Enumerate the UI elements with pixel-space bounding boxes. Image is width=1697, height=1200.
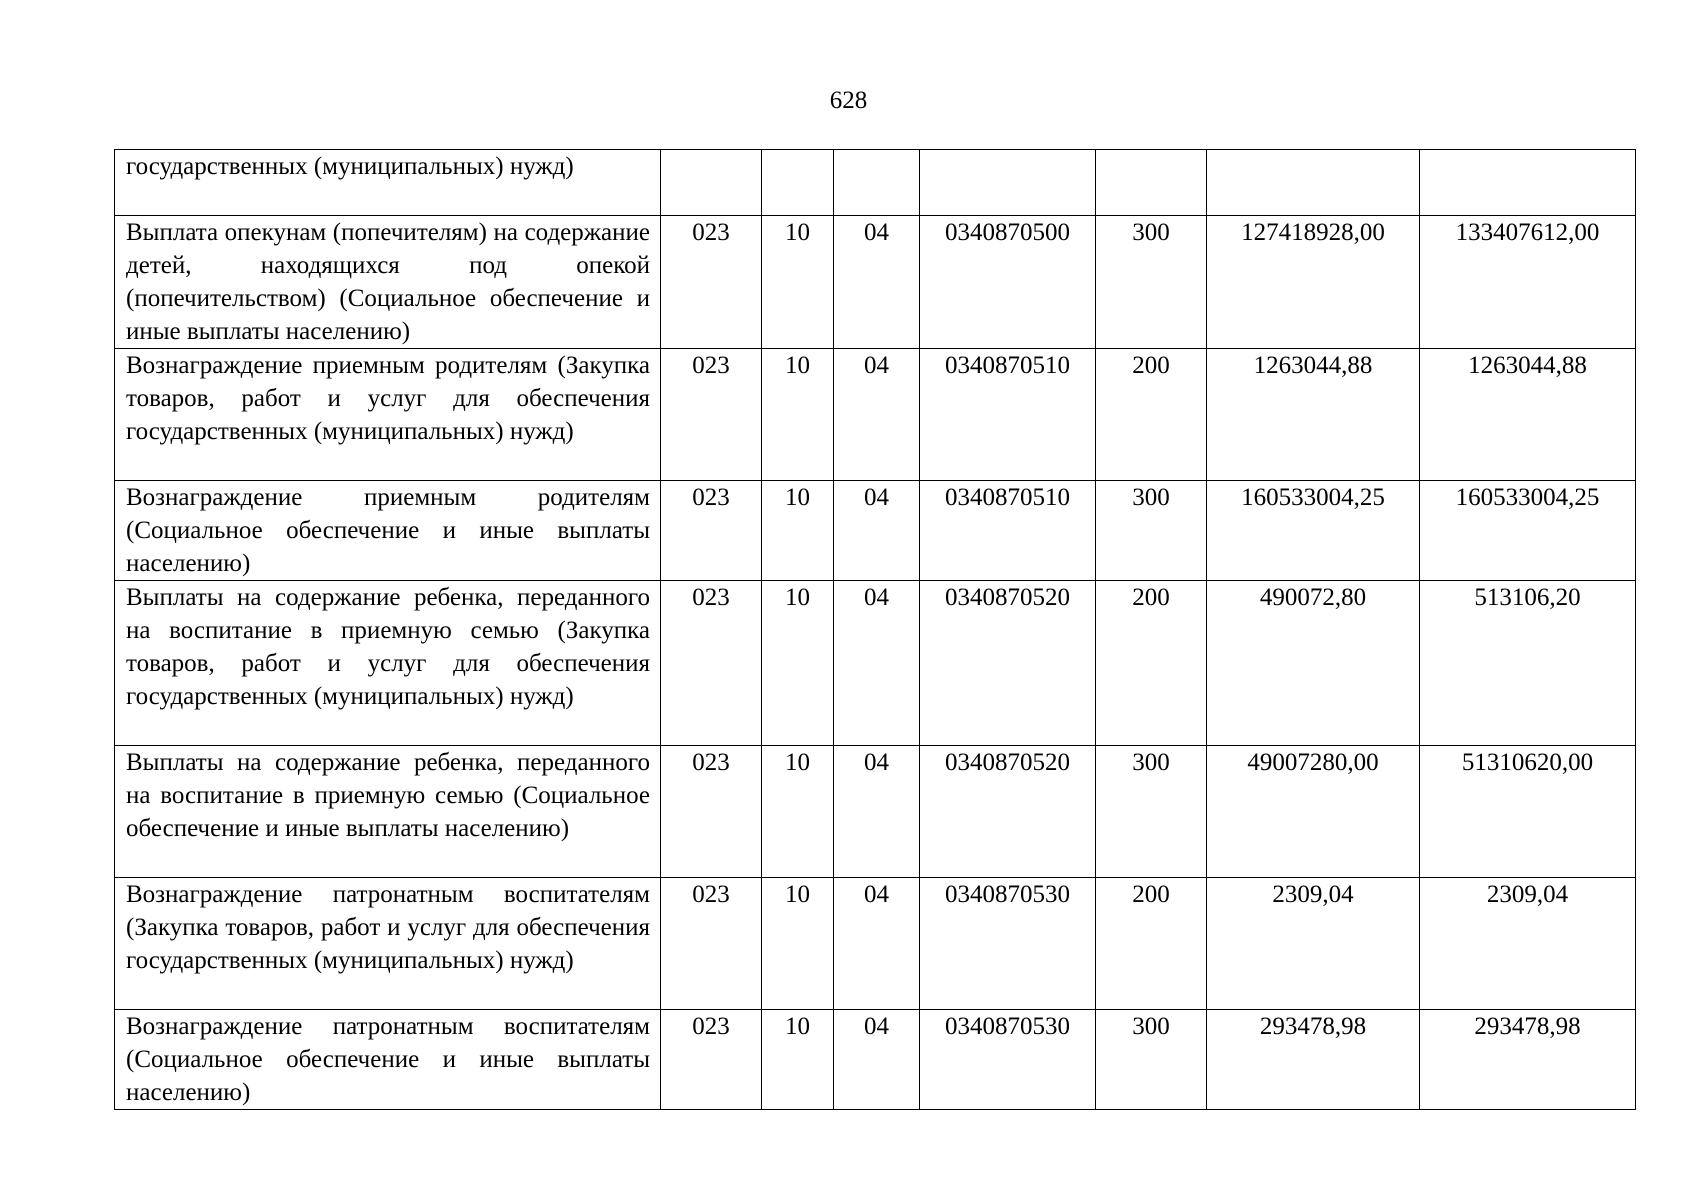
row-description: государственных (муниципальных) нужд) [126,153,574,180]
row-description-cell [115,349,661,481]
expense-type-code: 300 [1096,216,1207,349]
amount-second-year: 133407612,00 [1420,216,1636,349]
amount-second-year: 160533004,25 [1420,481,1636,581]
row-description-cell [115,150,661,216]
subsection-code: 04 [834,1010,920,1110]
subsection-code: 04 [834,746,920,878]
expense-type-code: 200 [1096,581,1207,746]
ministry-code: 023 [661,216,762,349]
table-row [115,349,1636,481]
section-code: 10 [762,878,834,1010]
amount-second-year: 51310620,00 [1420,746,1636,878]
row-description: Вознаграждение приемным родителям (Социальное обеспечение и иные выплаты населению) [126,484,650,577]
target-article-code: 0340870500 [920,216,1096,349]
expense-type-code [1096,150,1207,216]
target-article-code: 0340870520 [920,581,1096,746]
expense-type-code: 300 [1096,1010,1207,1110]
row-description: Выплата опекунам (попечителям) на содержание детей, находящихся под опекой (попечительством) (Социальное обеспечение и иные выплаты населению) [126,219,650,345]
expense-type-code: 200 [1096,878,1207,1010]
table-row [115,878,1636,1010]
section-code: 10 [762,1010,834,1110]
row-description-cell [115,216,661,349]
table-row [115,1010,1636,1110]
subsection-code: 04 [834,349,920,481]
section-code: 10 [762,349,834,481]
amount-second-year [1420,150,1636,216]
amount-second-year: 513106,20 [1420,581,1636,746]
amount-first-year: 127418928,00 [1207,216,1420,349]
section-code: 10 [762,581,834,746]
amount-second-year: 2309,04 [1420,878,1636,1010]
expense-type-code: 300 [1096,481,1207,581]
subsection-code: 04 [834,878,920,1010]
ministry-code: 023 [661,349,762,481]
table-row [115,481,1636,581]
subsection-code: 04 [834,481,920,581]
table-row [115,150,1636,216]
amount-first-year: 2309,04 [1207,878,1420,1010]
row-description-cell [115,1010,661,1110]
expense-type-code: 200 [1096,349,1207,481]
amount-first-year: 1263044,88 [1207,349,1420,481]
target-article-code: 0340870530 [920,878,1096,1010]
amount-first-year: 49007280,00 [1207,746,1420,878]
amount-first-year: 490072,80 [1207,581,1420,746]
table-row [115,581,1636,746]
ministry-code: 023 [661,878,762,1010]
row-description: Выплаты на содержание ребенка, переданного на воспитание в приемную семью (Социальное обеспечение и иные выплаты населению) [126,749,650,842]
row-description-cell [115,878,661,1010]
table-row [115,216,1636,349]
row-description-cell [115,581,661,746]
target-article-code: 0340870510 [920,349,1096,481]
amount-first-year [1207,150,1420,216]
row-description: Выплаты на содержание ребенка, переданного на воспитание в приемную семью (Закупка товаров, работ и услуг для обеспечения государственных (муниципальных) нужд) [126,584,650,710]
section-code: 10 [762,481,834,581]
row-description-cell [115,481,661,581]
table-row [115,746,1636,878]
target-article-code [920,150,1096,216]
ministry-code: 023 [661,746,762,878]
ministry-code [661,150,762,216]
ministry-code: 023 [661,481,762,581]
ministry-code: 023 [661,581,762,746]
target-article-code: 0340870510 [920,481,1096,581]
amount-second-year: 1263044,88 [1420,349,1636,481]
target-article-code: 0340870530 [920,1010,1096,1110]
section-code: 10 [762,746,834,878]
subsection-code: 04 [834,216,920,349]
expense-type-code: 300 [1096,746,1207,878]
row-description: Вознаграждение приемным родителям (Закупка товаров, работ и услуг для обеспечения государственных (муниципальных) нужд) [126,352,650,445]
subsection-code: 04 [834,581,920,746]
row-description-cell [115,746,661,878]
subsection-code [834,150,920,216]
section-code: 10 [762,216,834,349]
amount-first-year: 293478,98 [1207,1010,1420,1110]
target-article-code: 0340870520 [920,746,1096,878]
page-number: 628 [829,87,868,114]
row-description: Вознаграждение патронатным воспитателям (Закупка товаров, работ и услуг для обеспечения государственных (муниципальных) нужд) [126,881,650,974]
ministry-code: 023 [661,1010,762,1110]
amount-first-year: 160533004,25 [1207,481,1420,581]
budget-table [114,149,1636,1110]
section-code [762,150,834,216]
row-description: Вознаграждение патронатным воспитателям (Социальное обеспечение и иные выплаты населению) [126,1013,650,1106]
amount-second-year: 293478,98 [1420,1010,1636,1110]
